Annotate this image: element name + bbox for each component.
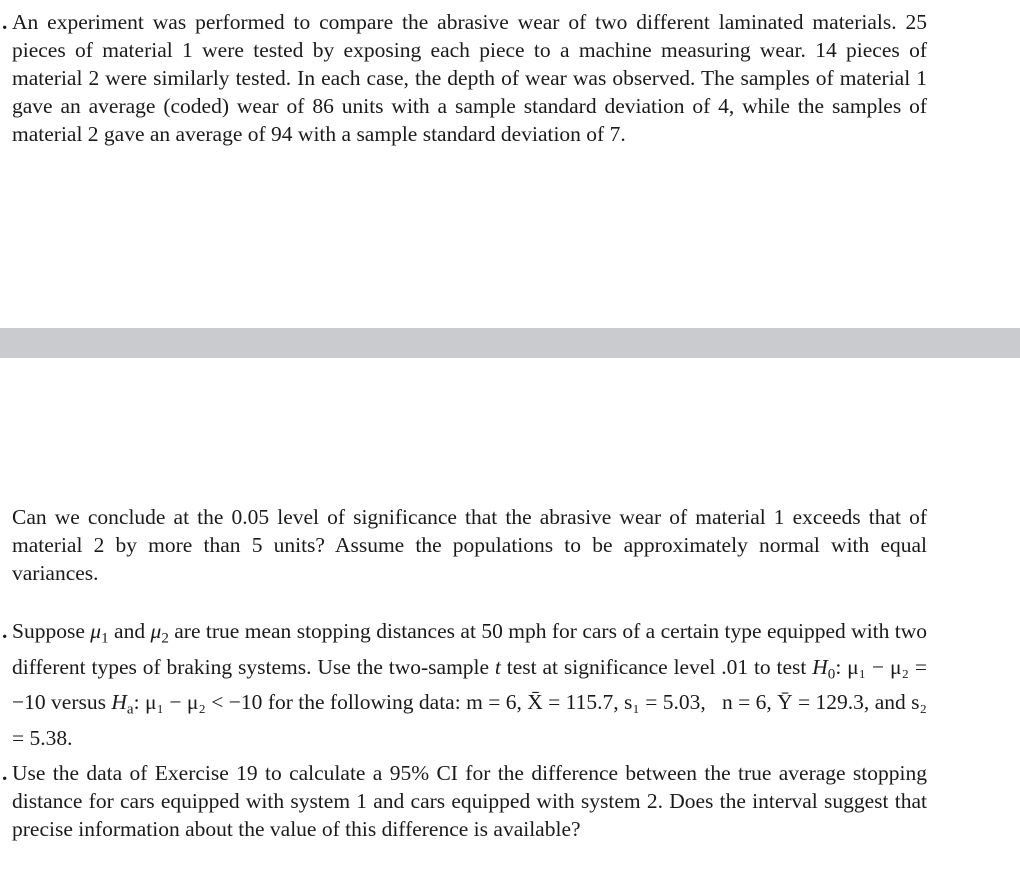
h0-expression: : μ₁ − μ₂ = −10 [12, 654, 928, 714]
problem2-middle: are true mean stopping distances at 50 mph for cars of a certain type equipped with two different types of braking systems. Use the two-sample [12, 619, 928, 679]
ha-symbol: $H_a$ [111, 690, 134, 718]
and-word: and [114, 619, 146, 643]
problem2-bullet: . [2, 619, 8, 643]
t-symbol: t [494, 654, 501, 679]
ybar-value: Ȳ = 129.3, [777, 690, 870, 714]
n-value: n = 6, [721, 690, 772, 714]
problem1-text: An experiment was performed to compare the abrasive wear of two different laminated materials. 25 pieces of material 1 were tested by exposing each piece to a machine measuring wear. 14 pieces of material 2 were similarly tested. In each case, the depth of wear was observed. The samples of material 1 gave an average (coded) wear of 86 units with a sample standard deviation of 4, while the samples of material 2 gave an average of 94 with a sample standard deviation of 7. [12, 10, 927, 146]
for-data: for the following data: [267, 690, 461, 714]
problem1-bullet: . [2, 10, 8, 34]
problem3-text: Use the data of Exercise 19 to calculate a 95% CI for the difference between the true average stopping distance for cars equipped with system 1 and cars equipped with system 2. Does the interval suggest that precise information about the value of this difference is available? [12, 761, 927, 841]
problem1-question: Can we conclude at the 0.05 level of significance that the abrasive wear of material 1 exceeds that of material 2 by more than 5 units? Assume the populations to be approximately normal with equal variances. [12, 505, 927, 585]
problem2-text [12, 617, 927, 752]
versus-word: versus [51, 690, 106, 714]
xbar-value: X̄ = 115.7, [527, 690, 619, 714]
s2-value: s₂ = 5.38. [12, 690, 928, 750]
h0-symbol: $H_0$ [812, 654, 836, 682]
section-divider [0, 328, 1020, 358]
problem2-after-t: test at significance level .01 to test [506, 654, 807, 679]
m-value: m = 6, [466, 690, 522, 714]
problem2-intro: Suppose [12, 619, 85, 643]
ha-expression: : μ₁ − μ₂ < −10 [133, 690, 263, 714]
mu2-symbol: $\mu_2$ [150, 619, 169, 647]
s1-value: s₁ = 5.03, [624, 690, 706, 714]
and2-word: and [874, 690, 906, 714]
problem3-bullet: . [2, 761, 8, 785]
mu1-symbol: $\mu_1$ [90, 619, 109, 647]
